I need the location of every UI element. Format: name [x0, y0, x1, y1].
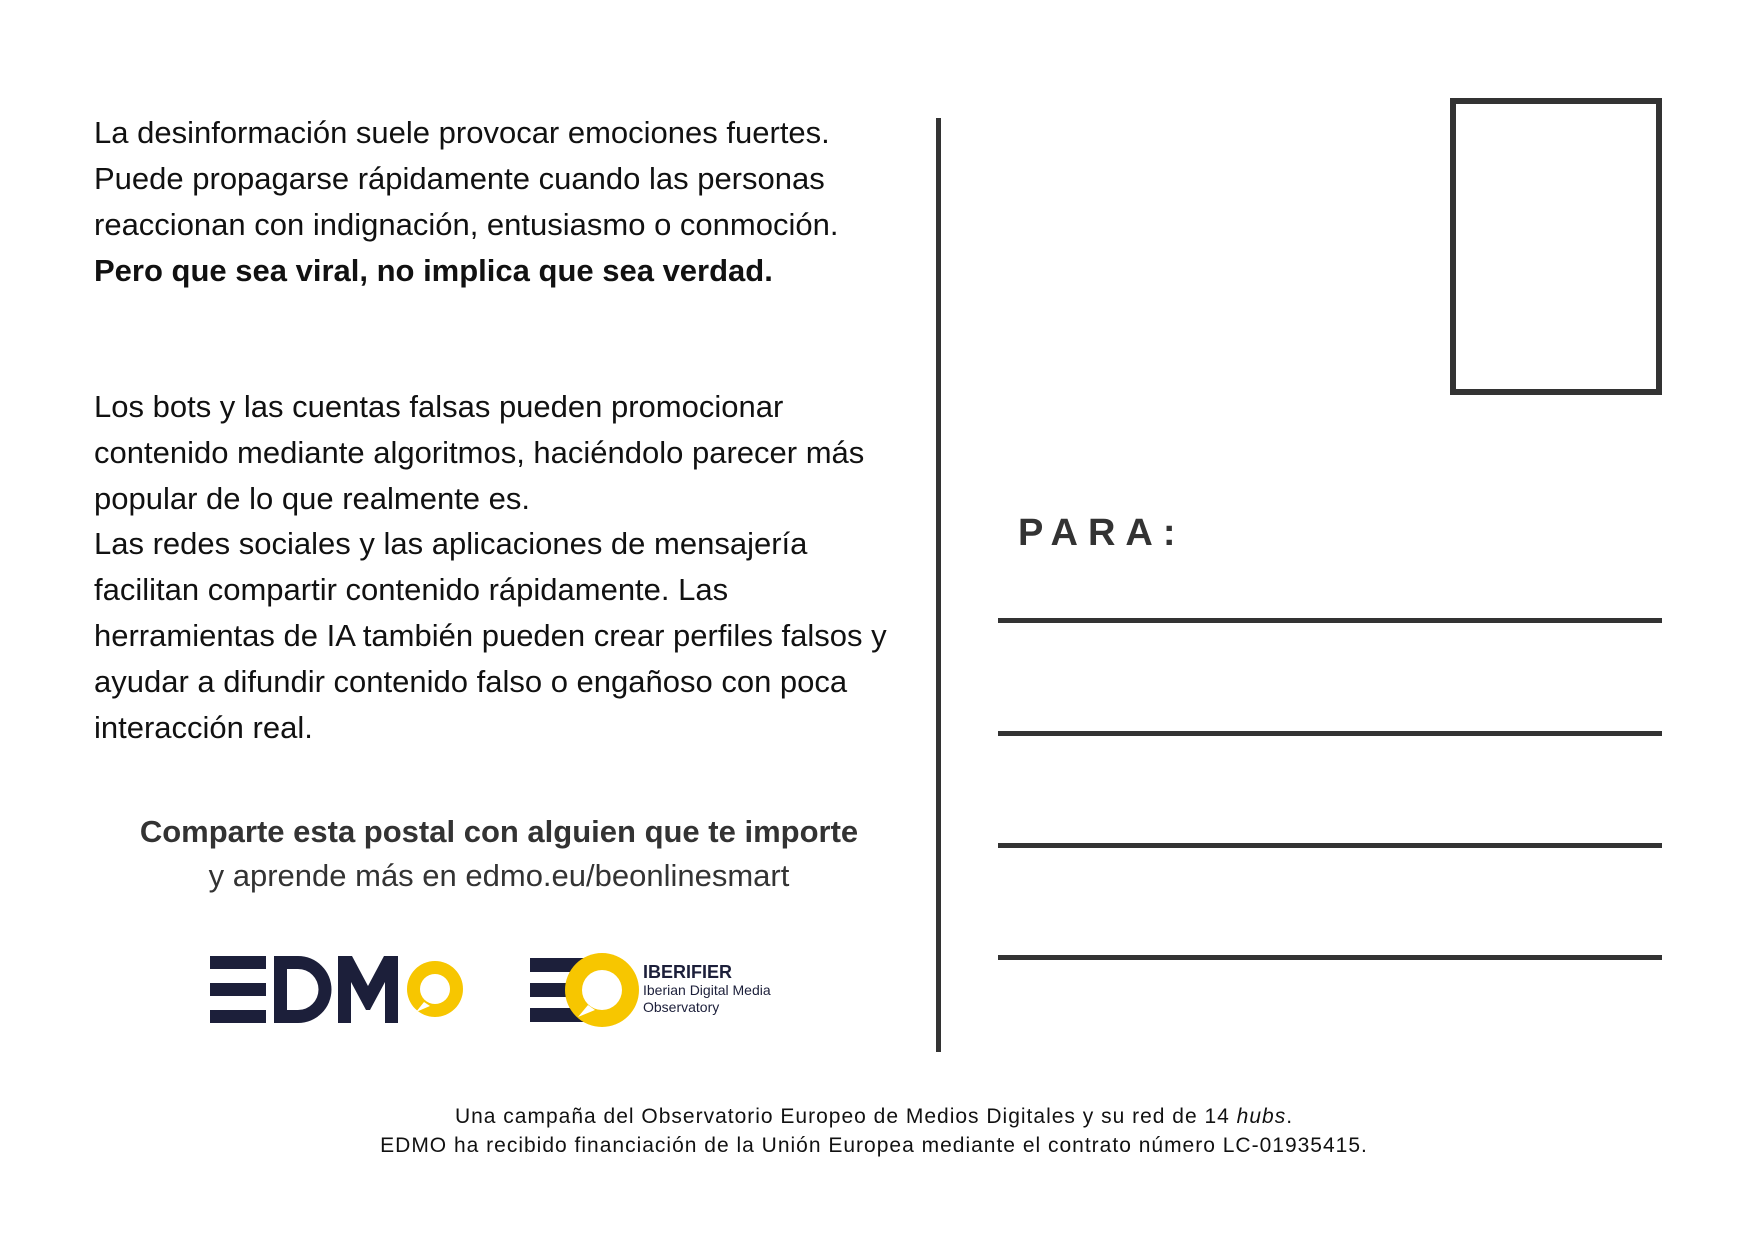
iberifier-logo — [530, 950, 640, 1028]
address-line — [998, 955, 1662, 960]
footer-credits — [0, 1102, 1748, 1160]
cta-learn-more-text: y aprende más en edmo.eu/beonlinesmart — [208, 858, 790, 893]
address-label: PARA: — [1018, 512, 1186, 554]
iberifier-title: IBERIFIER — [643, 962, 733, 982]
stamp-box — [1450, 98, 1662, 395]
edmo-logo — [210, 952, 470, 1027]
address-line — [998, 618, 1662, 623]
footer-line-2: EDMO ha recibido financiación de la Unión Europea mediante el contrato número LC-01935415. — [380, 1134, 1368, 1157]
paragraph-bots: Los bots y las cuentas falsas pueden promocionar contenido mediante algoritmos, haciéndolo parecer más popular de lo que realmente es. — [94, 389, 865, 516]
address-line — [998, 843, 1662, 848]
postcard-divider — [936, 118, 941, 1052]
iberifier-wordmark — [643, 962, 771, 1016]
footer-line-1-text: Una campaña del Observatorio Europeo de Medios Digitales y su red de 14 — [454, 1105, 1237, 1128]
footer-line-1 — [0, 1102, 1748, 1131]
paragraph-emotions-text: La desinformación suele provocar emociones fuertes. Puede propagarse rápidamente cuando las personas reaccionan con indignación, entusiasmo o conmoción. — [94, 115, 839, 242]
paragraph-emotions — [94, 110, 914, 294]
iberifier-subtitle-line1: Iberian Digital Media — [643, 982, 771, 998]
footer-hubs-italic: hubs — [1236, 1105, 1287, 1128]
share-call-to-action — [94, 810, 904, 898]
paragraph-social-media: Las redes sociales y las aplicaciones de mensajería facilitan compartir contenido rápidamente. Las herramientas de IA también pueden crear perfiles falsos y ayudar a difundir contenido falso o engañoso con poca interacción real. — [94, 526, 887, 745]
cta-share-text: Comparte esta postal con alguien que te importe — [139, 814, 859, 849]
paragraph-emotions-bold: Pero que sea viral, no implica que sea verdad. — [94, 253, 773, 288]
footer-line-1-end: . — [1286, 1105, 1294, 1128]
iberifier-subtitle-line2: Observatory — [643, 999, 720, 1015]
address-line — [998, 731, 1662, 736]
